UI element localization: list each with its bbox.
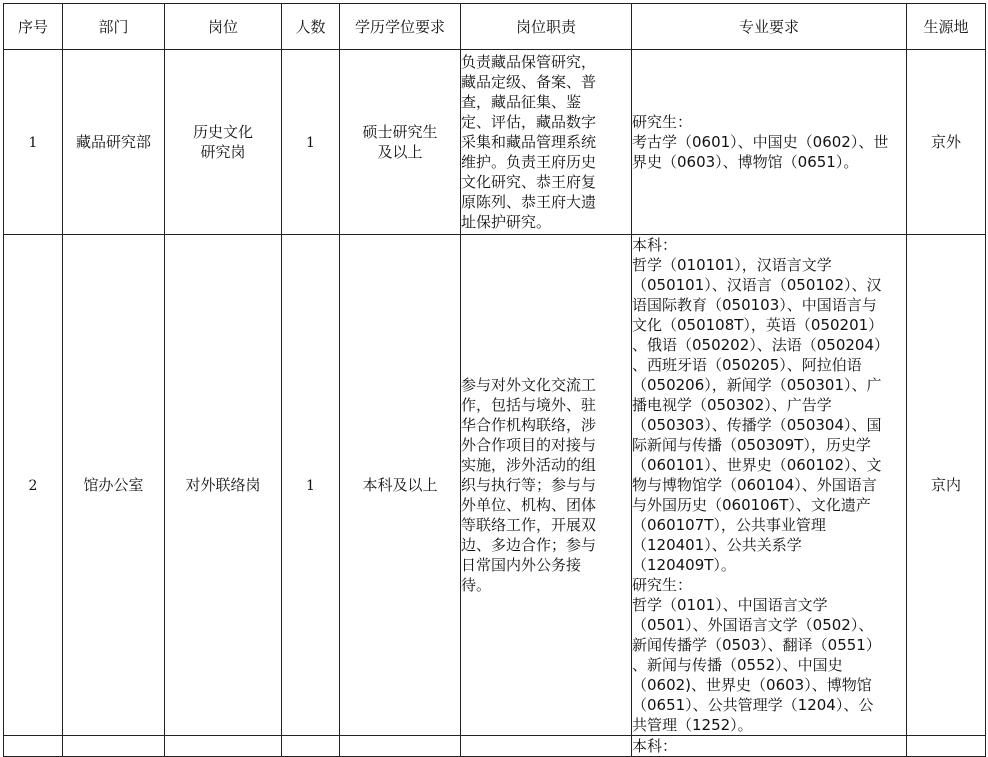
major-undergrad-text: 本科： 哲学（010101），汉语言文学 （050101）、汉语言（050102）、汉 语国际教育（050103）、中国语言与 文化（050108T），英语（050201） 、俄语（050202）、法语（050204） 、西班牙语（050205）、阿拉伯语 （050206），新闻学（050301）、广 播电视学（050302）、广告学 （050303）、传播学（050304）、国 际新闻与传播（050309T），历史学 （060101）、世界史（060102）、文 物与博物馆学（060104）、外国语言 与外国历史（060106T）、文化遗产 （060107T），公共事业管理 （120401）、公共关系学 （120409T）。 (632, 236, 890, 574)
header-department: 部门 (63, 4, 165, 50)
headcount: 1 (306, 134, 315, 151)
header-position: 岗位 (165, 4, 282, 50)
header-education: 学历学位要求 (340, 4, 461, 50)
cell-origin (907, 736, 986, 757)
row-index: 1 (28, 134, 38, 151)
cell-duties (461, 235, 632, 736)
duties-text: 负责藏品保管研究， 藏品定级、备案、普 查，藏品征集、鉴 定、评估，藏品数字 采集和藏品管理系统 维护。负责王府历史 文化研究、恭王府复 原陈列、恭王府大遗 址保护研究。 (461, 53, 597, 231)
cell-index (4, 736, 63, 757)
cell-department (63, 50, 165, 235)
cell-count (282, 50, 340, 235)
cell-count (282, 235, 340, 736)
cell-position (165, 50, 282, 235)
cell-position (165, 235, 282, 736)
education-requirement: 硕士研究生 及以上 (362, 123, 438, 161)
table-row (4, 235, 986, 736)
table-row (4, 736, 986, 757)
department-name: 藏品研究部 (75, 133, 151, 151)
cell-origin (907, 50, 986, 235)
recruitment-table (3, 3, 986, 757)
row-index: 2 (28, 477, 38, 494)
header-count: 人数 (282, 4, 340, 50)
header-index: 序号 (4, 4, 63, 50)
cell-duties (461, 50, 632, 235)
major-graduate-text: 研究生： 哲学（0101）、中国语言文学 （0501）、外国语言文学（0502）、 新闻传播学（0503）、翻译（0551） 、新闻与传播（0552）、中国史 （0602)、世界史（0603）、博物馆 （0651）、公共管理学（1204）、公 共管理（1252）。 (632, 576, 881, 734)
major-text: 研究生： 考古学（0601）、中国史（0602）、世 界史（0603）、博物馆（0651）。 (632, 113, 889, 171)
cell-education (340, 736, 461, 757)
header-major: 专业要求 (632, 4, 907, 50)
cell-origin (907, 235, 986, 736)
education-requirement: 本科及以上 (362, 476, 438, 494)
cell-index (4, 235, 63, 736)
position-name: 历史文化 研究岗 (192, 123, 253, 161)
origin-text: 京外 (930, 133, 961, 151)
table-row (4, 50, 986, 235)
header-origin: 生源地 (907, 4, 986, 50)
cell-count (282, 736, 340, 757)
cell-index (4, 50, 63, 235)
cell-major (632, 235, 907, 736)
position-name: 对外联络岗 (185, 476, 261, 494)
header-duties: 岗位职责 (461, 4, 632, 50)
cell-education (340, 50, 461, 235)
origin-text: 京内 (930, 476, 961, 494)
major-partial-text: 本科： (632, 737, 678, 755)
duties-text: 参与对外文化交流工 作，包括与境外、驻 华合作机构联络，涉 外合作项目的对接与 实施，涉外活动的组 织与执行等；参与与 外单位、机构、团体 等联络工作，开展双 边、多边合作；参与 日常国内外公务接 待。 (461, 376, 597, 594)
cell-major (632, 736, 907, 757)
department-name: 馆办公室 (83, 476, 144, 494)
cell-major (632, 50, 907, 235)
cell-education (340, 235, 461, 736)
header-row (4, 4, 986, 50)
cell-position (165, 736, 282, 757)
cell-department (63, 736, 165, 757)
cell-department (63, 235, 165, 736)
headcount: 1 (306, 477, 315, 494)
cell-duties (461, 736, 632, 757)
